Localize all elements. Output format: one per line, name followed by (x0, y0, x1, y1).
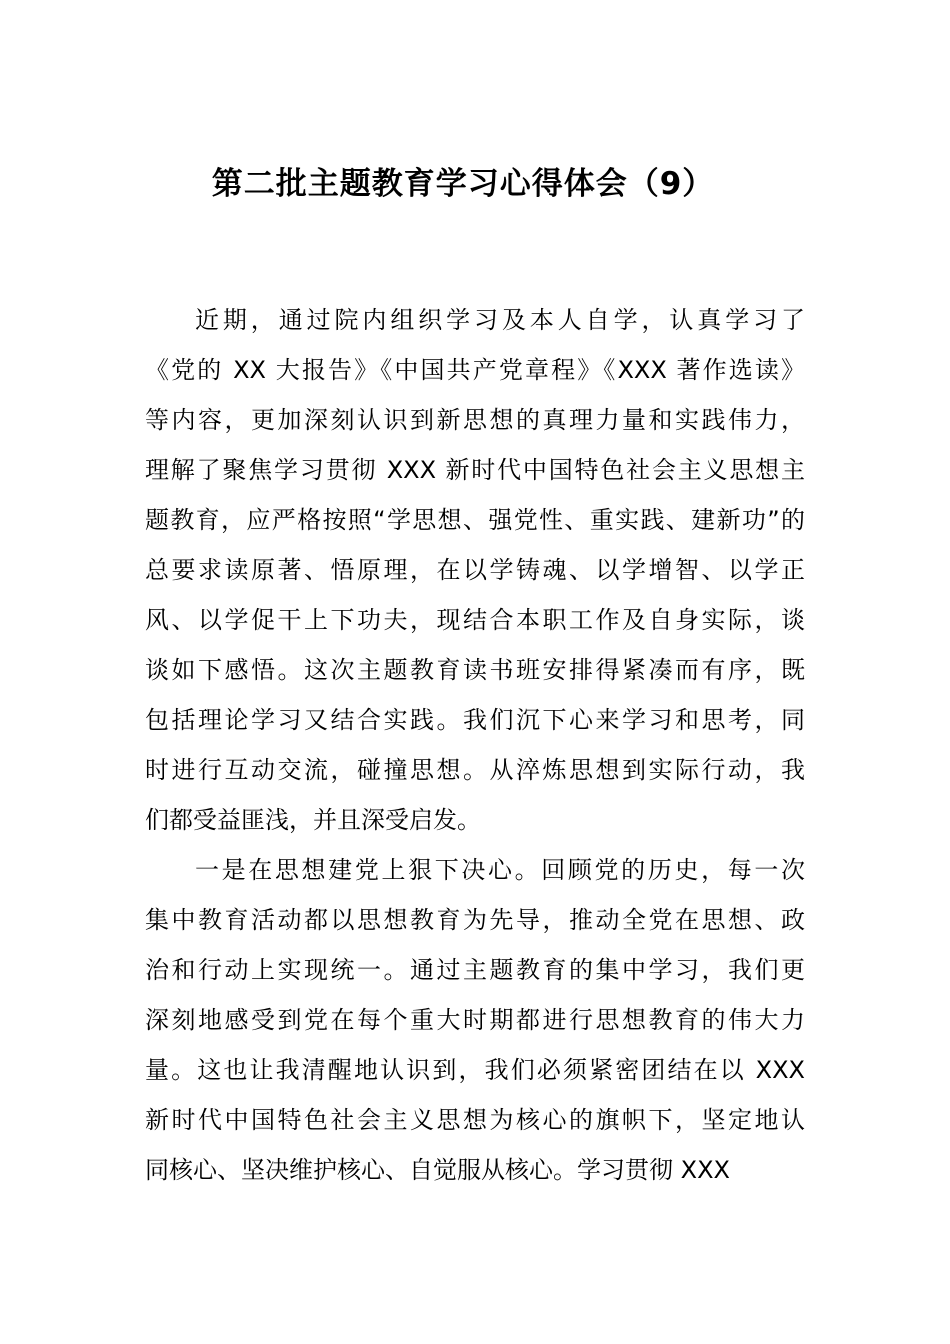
document-title: 第二批主题教育学习心得体会（9） (211, 166, 715, 202)
text-line: 近期，通过院内组织学习及本人自学，认真学习了 (195, 306, 805, 334)
text-line: 等内容，更加深刻认识到新思想的真理力量和实践伟力， (145, 406, 805, 434)
document-body (145, 295, 805, 1195)
text-line: 风、以学促干上下功夫，现结合本职工作及自身实际，谈 (145, 606, 805, 634)
paragraph-point-one (145, 845, 805, 1195)
text-line: 新时代中国特色社会主义思想为核心的旗帜下，坚定地认 (145, 1106, 805, 1134)
text-line: 同核心、坚决维护核心、自觉服从核心。学习贯彻 XXX (145, 1156, 730, 1184)
text-line: 题教育，应严格按照“学思想、强党性、重实践、建新功”的 (145, 506, 805, 534)
text-line: 包括理论学习又结合实践。我们沉下心来学习和思考，同 (145, 706, 805, 734)
text-line: 们都受益匪浅，并且深受启发。 (145, 806, 481, 834)
text-line: 理解了聚焦学习贯彻 XXX 新时代中国特色社会主义思想主 (145, 456, 805, 484)
text-line: 一是在思想建党上狠下决心。回顾党的历史，每一次 (195, 856, 805, 884)
text-line: 深刻地感受到党在每个重大时期都进行思想教育的伟大力 (145, 1006, 805, 1034)
paragraph-intro (145, 295, 805, 845)
text-line: 集中教育活动都以思想教育为先导，推动全党在思想、政 (145, 906, 805, 934)
text-line: 治和行动上实现统一。通过主题教育的集中学习，我们更 (145, 956, 805, 984)
text-line: 量。这也让我清醒地认识到，我们必须紧密团结在以 XXX (145, 1056, 805, 1084)
text-line: 《党的 XX 大报告》《中国共产党章程》《XXX 著作选读》 (145, 356, 805, 384)
text-line: 谈如下感悟。这次主题教育读书班安排得紧凑而有序，既 (145, 656, 805, 684)
text-line: 总要求读原著、悟原理，在以学铸魂、以学增智、以学正 (145, 556, 805, 584)
text-line: 时进行互动交流，碰撞思想。从淬炼思想到实际行动，我 (145, 756, 805, 784)
